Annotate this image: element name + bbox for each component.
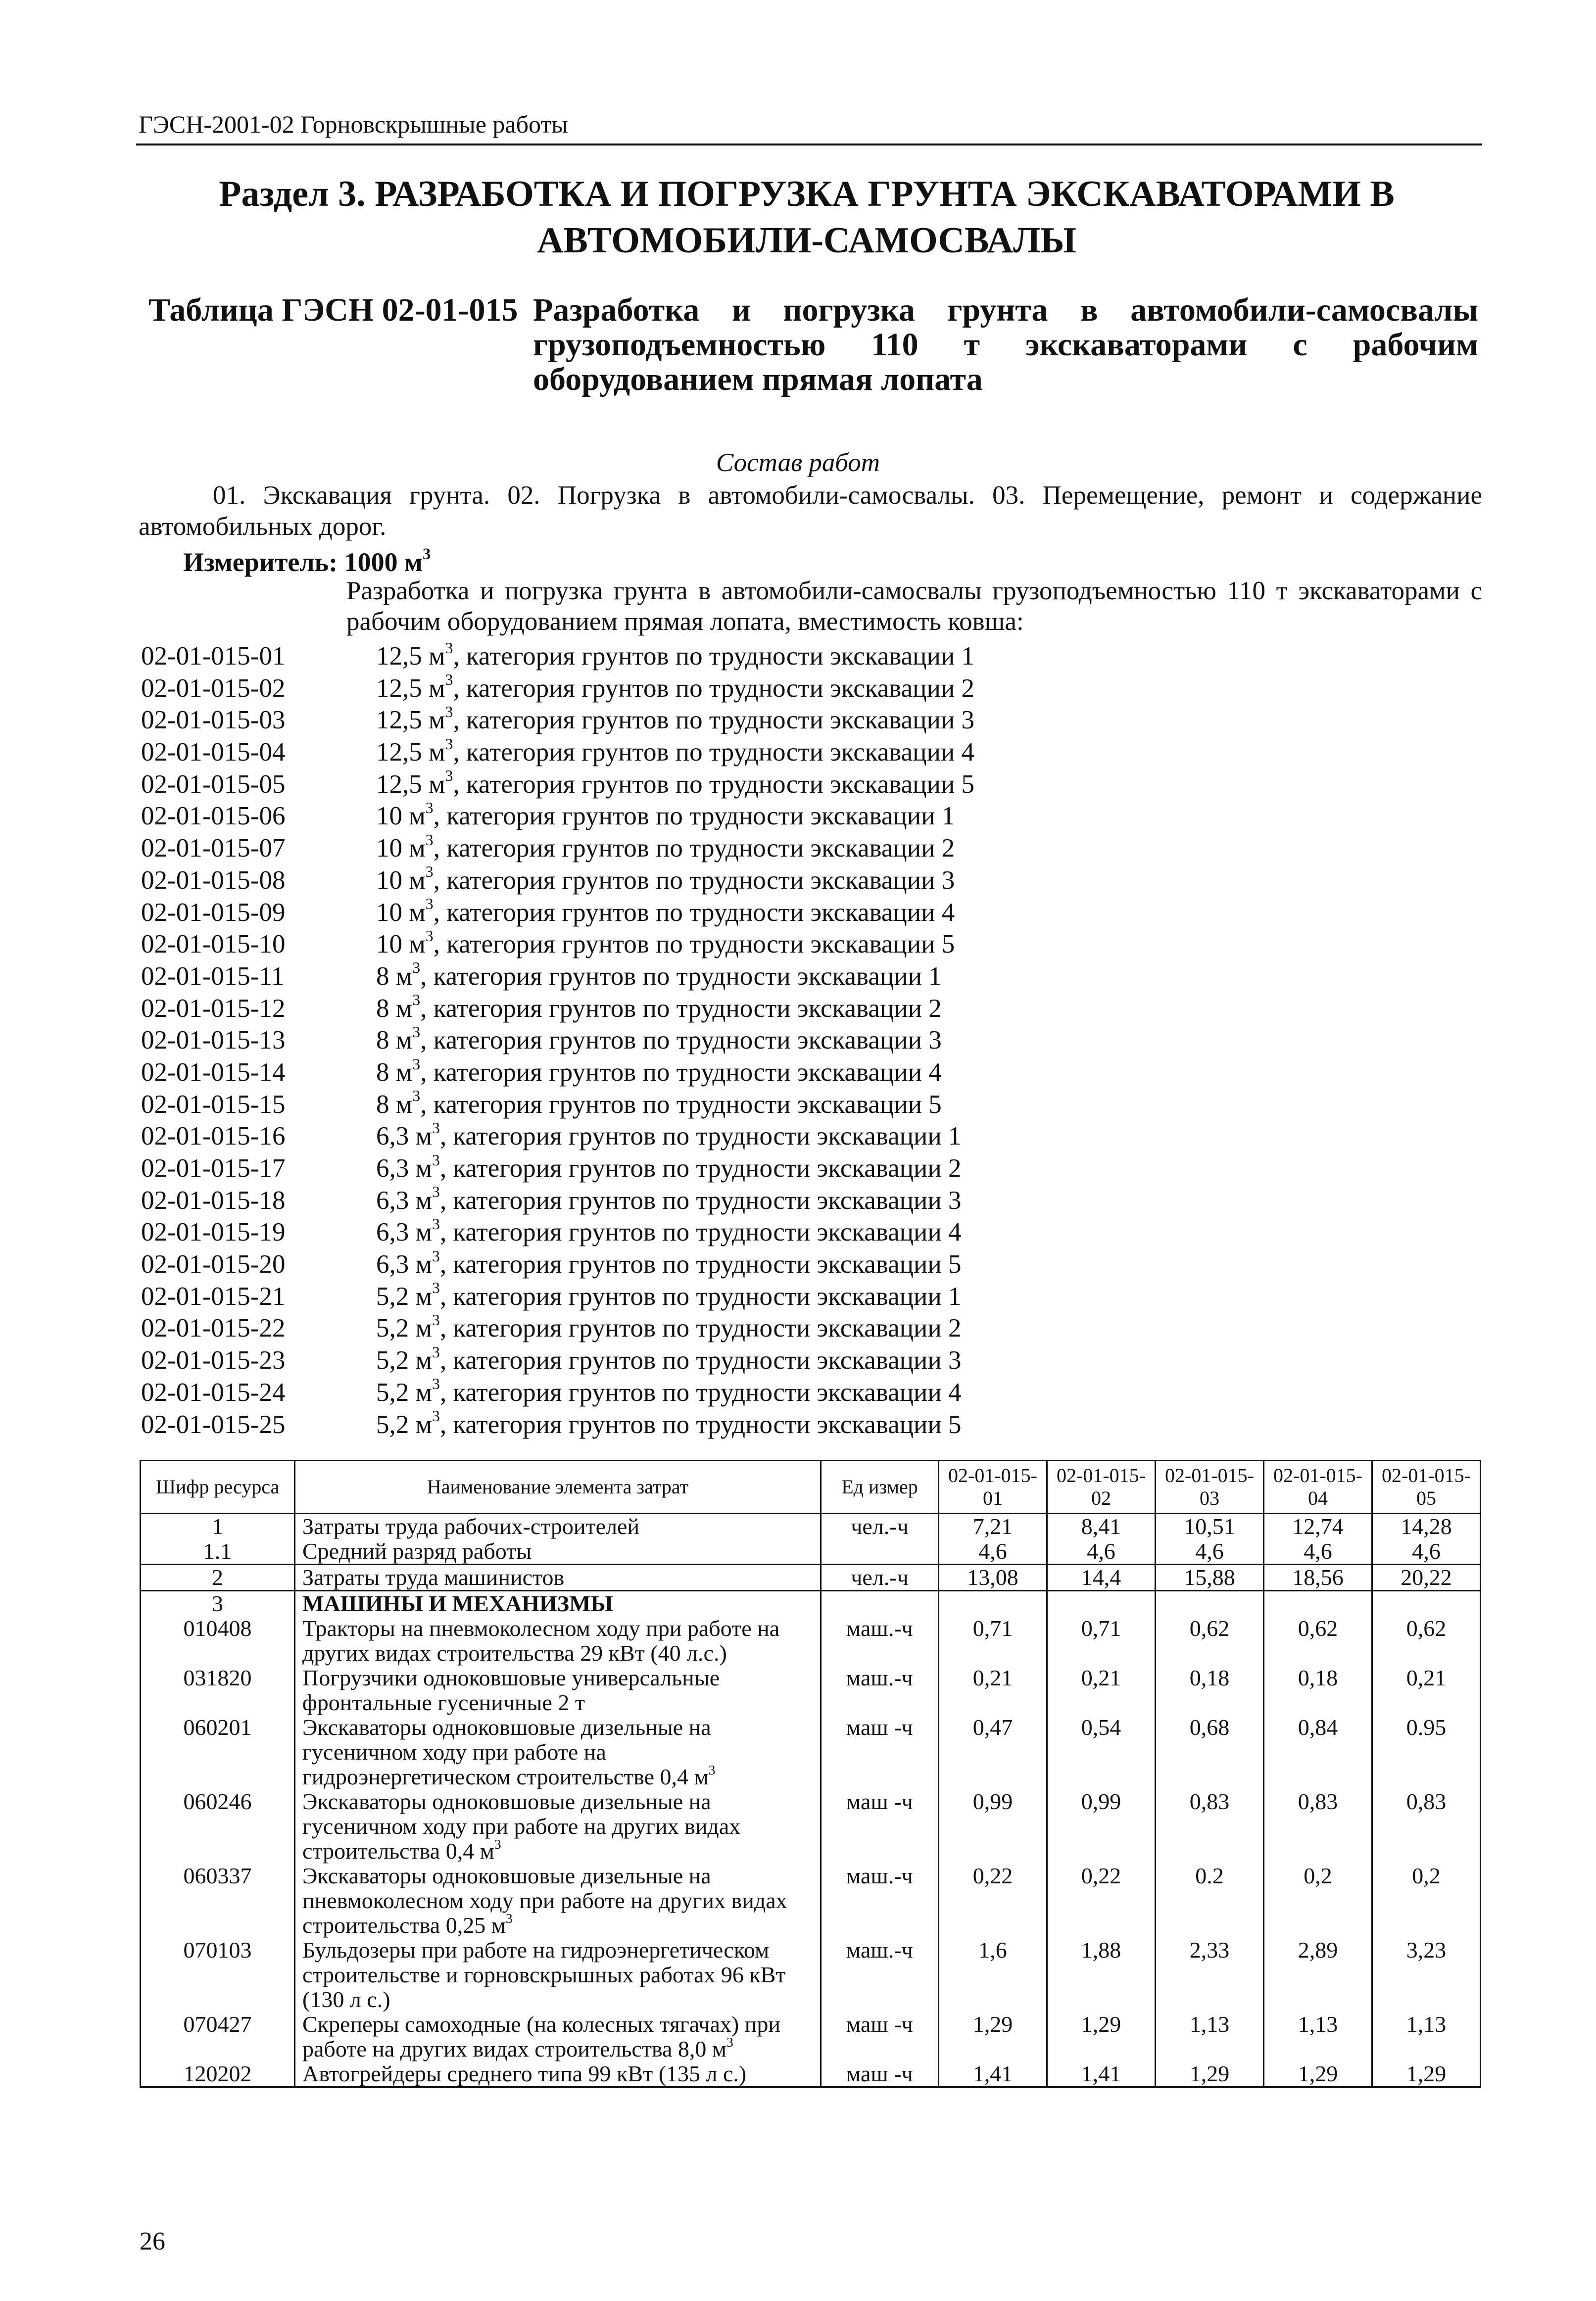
cell-code: 060337: [141, 1864, 295, 1938]
item-code: 02-01-015-18: [141, 1186, 286, 1215]
cell-value: 0,18: [1264, 1666, 1372, 1715]
cell-value: 0.2: [1156, 1864, 1264, 1938]
cell-unit: [821, 1539, 939, 1565]
item-description: 6,3 $м^3$, категория грунтов по трудности экскавации 1: [376, 1119, 962, 1151]
cell-name: Затраты труда рабочих-строителей: [295, 1514, 821, 1539]
item-code: 02-01-015-01: [141, 642, 286, 671]
cell-value: 0,22: [1047, 1864, 1156, 1938]
header-rule: [136, 144, 1482, 145]
list-item: [141, 832, 1477, 864]
item-code: 02-01-015-21: [141, 1282, 286, 1311]
cell-name: МАШИНЫ И МЕХАНИЗМЫ: [295, 1591, 821, 1617]
cell-value: 14,4: [1047, 1565, 1156, 1591]
cell-value: 0,2: [1264, 1864, 1372, 1938]
item-description: 8 $м^3$, категория грунтов по трудности экскавации 5: [376, 1087, 942, 1119]
table-row: [141, 1715, 1481, 1789]
cell-value: 4,6: [1264, 1539, 1372, 1565]
item-description: 8 $м^3$, категория грунтов по трудности экскавации 2: [376, 991, 942, 1023]
items-list: [141, 640, 1477, 1440]
table-row: [141, 2061, 1481, 2087]
cell-value: 1,6: [939, 1938, 1047, 2012]
item-code: 02-01-015-11: [141, 961, 285, 991]
cell-value: [939, 1591, 1047, 1617]
cell-value: 0.95: [1372, 1715, 1481, 1789]
cell-unit: маш.-ч: [821, 1864, 939, 1938]
item-code: 02-01-015-12: [141, 994, 286, 1023]
measure-line: [183, 547, 431, 577]
item-code: 02-01-015-15: [141, 1090, 286, 1119]
item-code: 02-01-015-10: [141, 930, 286, 959]
section-title-line2: АВТОМОБИЛИ-САМОСВАЛЫ: [537, 220, 1076, 261]
cell-value: 0,62: [1372, 1616, 1481, 1666]
item-description: 10 $м^3$, категория грунтов по трудности экскавации 1: [376, 799, 955, 831]
header-col-3: 02-01-015-03: [1156, 1461, 1264, 1514]
table-header-row: [141, 1461, 1481, 1514]
cell-value: 0,83: [1372, 1789, 1481, 1864]
header-name: Наименование элемента затрат: [295, 1461, 821, 1514]
cell-name: Экскаваторы одноковшовые дизельные на пневмоколесном ходу при работе на других видах строительства 0,25 $м^3$: [295, 1864, 821, 1938]
cell-value: 0,21: [939, 1666, 1047, 1715]
item-description: 8 $м^3$, категория грунтов по трудности экскавации 1: [376, 959, 942, 991]
composition-title: Состав работ: [716, 448, 880, 477]
cell-value: 1,13: [1264, 2012, 1372, 2061]
item-description: 12,5 $м^3$, категория грунтов по трудности экскавации 2: [376, 671, 974, 703]
item-description: 12,5 $м^3$, категория грунтов по трудности экскавации 4: [376, 735, 974, 767]
list-item: [141, 1312, 1477, 1344]
item-code: 02-01-015-06: [141, 802, 286, 831]
item-description: 6,3 $м^3$, категория грунтов по трудности экскавации 5: [376, 1247, 962, 1279]
section-title: [148, 171, 1465, 264]
item-code: 02-01-015-02: [141, 673, 286, 703]
header-unit: Ед измер: [821, 1461, 939, 1514]
table-caption-prefix: Таблица ГЭСН 02-01-015: [148, 292, 518, 328]
cell-value: 0,71: [1047, 1616, 1156, 1666]
cell-code: 120202: [141, 2061, 295, 2087]
list-item: [141, 1024, 1477, 1056]
item-description: 5,2 $м^3$, категория грунтов по трудности экскавации 3: [376, 1343, 962, 1375]
cell-unit: маш.-ч: [821, 1666, 939, 1715]
cell-code: 031820: [141, 1666, 295, 1715]
cell-unit: чел.-ч: [821, 1565, 939, 1591]
composition-text: 01. Экскавация грунта. 02. Погрузка в автомобили-самосвалы. 03. Перемещение, ремонт и содержание автомобильных дорог.: [139, 481, 1482, 541]
cell-value: 14,28: [1372, 1514, 1481, 1539]
item-description: 10 $м^3$, категория грунтов по трудности экскавации 5: [376, 927, 955, 959]
cell-value: 0,83: [1156, 1789, 1264, 1864]
item-description: 8 $м^3$, категория грунтов по трудности экскавации 3: [376, 1023, 942, 1055]
header-shifr: Шифр ресурса: [141, 1461, 295, 1514]
cell-code: 010408: [141, 1616, 295, 1666]
cell-value: 0,84: [1264, 1715, 1372, 1789]
item-description: 8 $м^3$, категория грунтов по трудности экскавации 4: [376, 1055, 942, 1087]
cell-name: Экскаваторы одноковшовые дизельные на гусеничном ходу при работе на других видах строительства 0,4 $м^3$: [295, 1789, 821, 1864]
cell-value: 1,29: [1264, 2061, 1372, 2087]
list-item: [141, 672, 1477, 705]
cell-value: 1,88: [1047, 1938, 1156, 2012]
cell-value: 4,6: [1372, 1539, 1481, 1565]
item-description: 5,2 $м^3$, категория грунтов по трудности экскавации 2: [376, 1311, 962, 1343]
cell-value: 4,6: [1156, 1539, 1264, 1565]
item-code: 02-01-015-23: [141, 1346, 286, 1375]
cell-unit: маш -ч: [821, 2012, 939, 2061]
cell-value: 0,21: [1047, 1666, 1156, 1715]
cell-value: 1,29: [1372, 2061, 1481, 2087]
item-description: 12,5 $м^3$, категория грунтов по трудности экскавации 5: [376, 767, 974, 799]
cell-code: 3: [141, 1591, 295, 1617]
list-item: [141, 1056, 1477, 1089]
cell-value: 1,29: [1047, 2012, 1156, 2061]
item-code: 02-01-015-03: [141, 706, 286, 735]
cell-name: Тракторы на пневмоколесном ходу при работе на других видах строительства 29 кВт (40 л.с.): [295, 1616, 821, 1666]
list-item: [141, 768, 1477, 801]
list-item: [141, 993, 1477, 1025]
cell-unit: чел.-ч: [821, 1514, 939, 1539]
cell-name: Погрузчики одноковшовые универсальные фронтальные гусеничные 2 т: [295, 1666, 821, 1715]
cell-value: [1047, 1591, 1156, 1617]
item-description: 12,5 $м^3$, категория грунтов по трудности экскавации 1: [376, 639, 974, 671]
cell-value: 0,99: [1047, 1789, 1156, 1864]
measure-label: Измеритель:: [183, 547, 338, 577]
cell-unit: маш -ч: [821, 2061, 939, 2087]
cell-value: 0,62: [1264, 1616, 1372, 1666]
item-code: 02-01-015-04: [141, 738, 286, 767]
cell-value: 1,41: [939, 2061, 1047, 2087]
cell-code: 060246: [141, 1789, 295, 1864]
item-code: 02-01-015-07: [141, 834, 286, 863]
list-item: [141, 1216, 1477, 1248]
cell-value: 0,22: [939, 1864, 1047, 1938]
item-code: 02-01-015-13: [141, 1026, 286, 1055]
cell-value: 0,71: [939, 1616, 1047, 1666]
cell-unit: маш.-ч: [821, 1938, 939, 2012]
table-row: [141, 1565, 1481, 1591]
table-row: [141, 1789, 1481, 1864]
item-description: 5,2 $м^3$, категория грунтов по трудности экскавации 1: [376, 1279, 962, 1311]
cell-code: 060201: [141, 1715, 295, 1789]
cell-value: 10,51: [1156, 1514, 1264, 1539]
list-item: [141, 1089, 1477, 1121]
running-header: ГЭСН-2001-02 Горновскрышные работы: [139, 110, 568, 138]
cell-value: 2,89: [1264, 1938, 1372, 2012]
list-item: [141, 864, 1477, 897]
table-row: [141, 1514, 1481, 1539]
cell-value: 0,62: [1156, 1616, 1264, 1666]
item-code: 02-01-015-20: [141, 1250, 286, 1279]
list-item: [141, 800, 1477, 832]
item-code: 02-01-015-05: [141, 769, 286, 799]
cell-value: 18,56: [1264, 1565, 1372, 1591]
cell-name: Экскаваторы одноковшовые дизельные на гусеничном ходу при работе на гидроэнергетическом строительстве 0,4 $м^3$: [295, 1715, 821, 1789]
header-col-1: 02-01-015-01: [939, 1461, 1047, 1514]
item-code: 02-01-015-24: [141, 1378, 286, 1407]
cell-code: 2: [141, 1565, 295, 1591]
list-item: [141, 1248, 1477, 1281]
cell-value: 1,41: [1047, 2061, 1156, 2087]
cell-name: Затраты труда машинистов: [295, 1565, 821, 1591]
measure-value: 1000 $м^3$: [344, 545, 431, 577]
item-description: 6,3 $м^3$, категория грунтов по трудности экскавации 2: [376, 1151, 962, 1183]
cell-value: 0,54: [1047, 1715, 1156, 1789]
item-description: 5,2 $м^3$, категория грунтов по трудности экскавации 4: [376, 1375, 962, 1407]
table-row: [141, 1539, 1481, 1565]
item-description: 10 $м^3$, категория грунтов по трудности экскавации 4: [376, 895, 955, 927]
item-code: 02-01-015-16: [141, 1122, 286, 1151]
cell-value: 4,6: [939, 1539, 1047, 1565]
list-item: [141, 928, 1477, 960]
cell-code: 1: [141, 1514, 295, 1539]
cell-value: 0,83: [1264, 1789, 1372, 1864]
item-code: 02-01-015-14: [141, 1057, 286, 1087]
header-col-2: 02-01-015-02: [1047, 1461, 1156, 1514]
list-item: [141, 1344, 1477, 1377]
cell-name: Бульдозеры при работе на гидроэнергетическом строительстве и горновскрышных работах 96 кВт (130 л с.): [295, 1938, 821, 2012]
cell-code: 070427: [141, 2012, 295, 2061]
list-item: [141, 1185, 1477, 1217]
table-row: [141, 1864, 1481, 1938]
section-title-line1: Раздел 3. РАЗРАБОТКА И ПОГРУЗКА ГРУНТА ЭКСКАВАТОРАМИ В: [219, 174, 1395, 214]
cell-value: 7,21: [939, 1514, 1047, 1539]
page-number: 26: [140, 2227, 165, 2255]
cell-value: 1,13: [1372, 2012, 1481, 2061]
item-code: 02-01-015-17: [141, 1154, 286, 1183]
cell-unit: маш.-ч: [821, 1616, 939, 1666]
item-description: 10 $м^3$, категория грунтов по трудности экскавации 3: [376, 863, 955, 895]
cell-value: 1,13: [1156, 2012, 1264, 2061]
cell-value: 2,33: [1156, 1938, 1264, 2012]
cell-value: 3,23: [1372, 1938, 1481, 2012]
cell-value: [1156, 1591, 1264, 1617]
cell-value: 8,41: [1047, 1514, 1156, 1539]
table-row: [141, 1616, 1481, 1666]
cell-unit: маш -ч: [821, 1789, 939, 1864]
table-row: [141, 1938, 1481, 2012]
list-item: [141, 704, 1477, 736]
item-description: 6,3 $м^3$, категория грунтов по трудности экскавации 3: [376, 1183, 962, 1215]
item-code: 02-01-015-08: [141, 865, 286, 895]
item-description: 5,2 $м^3$, категория грунтов по трудности экскавации 5: [376, 1407, 962, 1439]
cell-code: 1.1: [141, 1539, 295, 1565]
cell-value: 4,6: [1047, 1539, 1156, 1565]
table-row: [141, 1666, 1481, 1715]
cell-unit: маш -ч: [821, 1715, 939, 1789]
item-code: 02-01-015-19: [141, 1218, 286, 1247]
item-description: 12,5 $м^3$, категория грунтов по трудности экскавации 3: [376, 703, 974, 735]
cell-value: 1,29: [939, 2012, 1047, 2061]
item-code: 02-01-015-22: [141, 1314, 286, 1343]
item-description: 10 $м^3$, категория грунтов по трудности экскавации 2: [376, 831, 955, 863]
list-item: [141, 1281, 1477, 1313]
cell-value: 0,47: [939, 1715, 1047, 1789]
list-item: [141, 736, 1477, 768]
list-item: [141, 1152, 1477, 1185]
list-item: [141, 1120, 1477, 1152]
items-intro: Разработка и погрузка грунта в автомобили-самосвалы грузоподъемностью 110 т экскаваторами с рабочим оборудованием прямая лопата, вместимость ковша:: [346, 576, 1482, 636]
cell-value: 13,08: [939, 1565, 1047, 1591]
item-code: 02-01-015-25: [141, 1410, 286, 1439]
cell-value: 0,99: [939, 1789, 1047, 1864]
header-col-4: 02-01-015-04: [1264, 1461, 1372, 1514]
cell-code: 070103: [141, 1938, 295, 2012]
cell-value: 0,2: [1372, 1864, 1481, 1938]
cell-value: [1372, 1591, 1481, 1617]
cell-value: 15,88: [1156, 1565, 1264, 1591]
header-col-5: 02-01-015-05: [1372, 1461, 1481, 1514]
list-item: [141, 1377, 1477, 1409]
cell-name: Скреперы самоходные (на колесных тягачах) при работе на других видах строительства 8,0 $м^3$: [295, 2012, 821, 2061]
cell-name: Автогрейдеры среднего типа 99 кВт (135 л с.): [295, 2061, 821, 2087]
cell-value: 0,21: [1372, 1666, 1481, 1715]
cell-value: [1264, 1591, 1372, 1617]
list-item: [141, 960, 1477, 993]
cell-name: Средний разряд работы: [295, 1539, 821, 1565]
table-row: [141, 2012, 1481, 2061]
cell-value: 0,18: [1156, 1666, 1264, 1715]
cell-value: 1,29: [1156, 2061, 1264, 2087]
cell-unit: [821, 1591, 939, 1617]
cell-value: 12,74: [1264, 1514, 1372, 1539]
item-code: 02-01-015-09: [141, 898, 286, 927]
table-row: [141, 1591, 1481, 1617]
list-item: [141, 640, 1477, 672]
resource-table: [140, 1460, 1481, 2088]
item-description: 6,3 $м^3$, категория грунтов по трудности экскавации 4: [376, 1215, 962, 1247]
cell-value: 20,22: [1372, 1565, 1481, 1591]
table-caption-text: Разработка и погрузка грунта в автомобили-самосвалы грузоподъемностью 110 т экскаваторами с рабочим оборудованием прямая лопата: [533, 292, 1478, 397]
cell-value: 0,68: [1156, 1715, 1264, 1789]
list-item: [141, 1409, 1477, 1441]
list-item: [141, 897, 1477, 929]
